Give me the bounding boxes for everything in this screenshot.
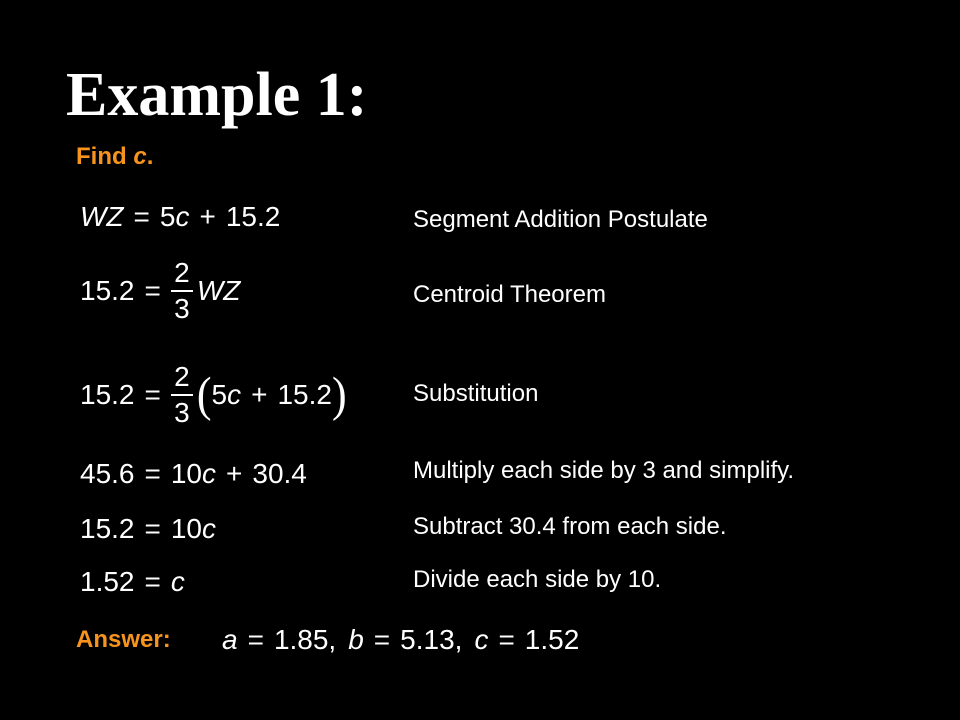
step-4-const: 30.4 [252,458,307,489]
step-3-coef: 5 [211,379,228,410]
step-1-lhs: WZ [80,201,124,232]
step-3-equals: = [144,379,161,410]
answer-c-equals: = [498,624,515,655]
slide-subtitle [76,143,153,171]
step-4-coef: 10 [170,458,203,489]
slide-title: Example 1: [66,61,368,129]
subtitle-prefix: Find [76,143,134,170]
step-4-lhs: 45.6 [80,458,135,489]
step-3-close-paren: ) [331,367,347,422]
step-6-lhs: 1.52 [80,566,135,597]
step-3-denominator: 3 [174,397,190,428]
answer-a-value: 1.85, [273,624,337,655]
answer-c-var: c [474,624,489,655]
step-1-plus: + [199,201,216,232]
step-5-equals: = [144,513,161,544]
step-3-fraction [171,362,193,428]
step-1-var: c [175,201,190,232]
step-1-reason: Segment Addition Postulate [413,206,708,233]
step-2-equals: = [144,275,161,306]
step-2-lhs: 15.2 [80,275,135,306]
step-6-var: c [170,566,185,597]
fraction-bar [171,394,193,396]
step-4-plus: + [226,458,243,489]
step-2-equation [80,258,240,324]
step-3-lhs: 15.2 [80,379,135,410]
step-2-reason: Centroid Theorem [413,281,606,308]
step-1-equals: = [133,201,150,232]
step-5-coef: 10 [170,513,203,544]
fraction-bar [171,290,193,292]
step-2-denominator: 3 [174,293,190,324]
step-4-var: c [202,458,217,489]
step-6-equals: = [144,566,161,597]
step-5-lhs: 15.2 [80,513,135,544]
step-6-reason: Divide each side by 10. [413,566,662,593]
answer-a-var: a [222,624,238,655]
answer-a-equals: = [247,624,264,655]
step-2-numerator: 2 [174,257,190,288]
step-3-const: 15.2 [277,379,332,410]
step-3-open-paren: ( [196,367,212,422]
subtitle-suffix: . [146,143,154,170]
step-3-var: c [227,379,242,410]
step-1-equation [80,203,280,231]
answer-equation [222,626,579,654]
step-1-const: 15.2 [225,201,281,232]
answer-b-equals: = [373,624,391,655]
step-1-coef: 5 [159,201,176,232]
step-2-rhs: WZ [196,275,241,306]
answer-b-value: 5.13, [400,624,463,655]
step-4-equation [80,460,307,488]
step-3-plus: + [251,379,268,410]
step-3-numerator: 2 [174,361,190,392]
step-5-equation [80,515,216,543]
step-4-reason: Multiply each side by 3 and simplify. [413,457,795,484]
subtitle-variable: c [133,143,147,170]
step-6-equation [80,568,185,596]
step-3-reason: Substitution [413,380,539,407]
step-5-reason: Subtract 30.4 from each side. [413,513,727,540]
step-5-var: c [202,513,217,544]
answer-c-value: 1.52 [524,624,580,655]
step-4-equals: = [144,458,161,489]
step-2-fraction [171,258,193,324]
step-3-equation [80,362,347,428]
answer-label: Answer: [76,626,171,653]
answer-b-var: b [348,624,364,655]
